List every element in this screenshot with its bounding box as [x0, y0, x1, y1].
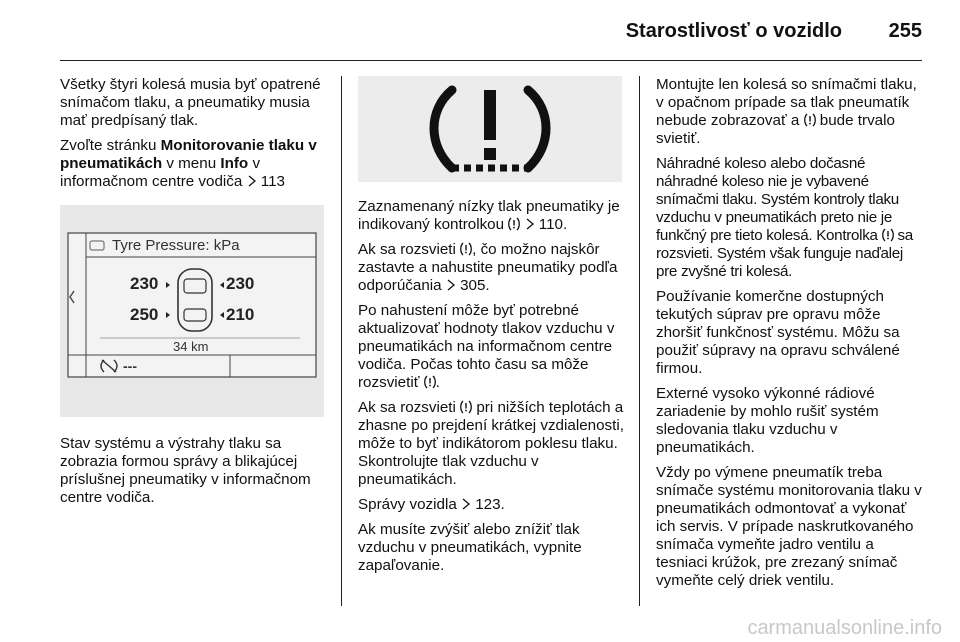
watermark: carmanualsonline.info: [747, 617, 942, 639]
paragraph: Ak sa rozsvieti , čo možno najskôr zastavte a nahustite pneumatiky podľa odporúčania 305.: [358, 241, 618, 294]
paragraph: Ak musíte zvýšiť alebo znížiť tlak vzduchu v pneumatikách, vypnite zapaľovanie.: [358, 521, 582, 574]
column-divider: [341, 76, 342, 606]
rear-left-pressure: 250: [130, 305, 159, 324]
tpms-icon: [460, 400, 472, 414]
tpms-icon: [460, 242, 472, 256]
page-reference-arrow-icon: [247, 175, 257, 187]
page-reference[interactable]: 110.: [538, 216, 568, 233]
page-reference[interactable]: 123.: [475, 496, 505, 513]
tyre-pressure-warning-icon: [358, 76, 622, 182]
paragraph: Vždy po výmene pneumatík treba snímače systému monitorovania tlaku v pneumatikách odmontovať a vykonať ich servis. V prípade naskrutkovaného snímača vymeňte jadro ventilu a tesniaci krúžok, pre zrezaný snímač vymeňte celý driek ventilu.: [656, 464, 922, 589]
display-title: Tyre Pressure: kPa: [112, 237, 240, 254]
rear-right-pressure: 210: [226, 305, 255, 324]
page-reference[interactable]: 113: [260, 173, 286, 190]
status-readout: ---: [123, 358, 137, 374]
paragraph: Náhradné koleso alebo dočasné náhradné koleso nie je vybavené snímačmi tlaku. Systém kontroly tlaku vzduchu v pneumatikách preto nie je funkčný pre tieto kolesá. Kontrolka sa rozsvieti. Systém však funguje naďalej pre zvyšné tri kolesá.: [656, 155, 913, 280]
column-1: [60, 76, 328, 514]
tpms-icon: [804, 113, 816, 127]
paragraph: Montujte len kolesá so snímačmi tlaku, v opačnom prípade sa tlak pneumatík nebude zobrazovať a bude trvalo svietiť.: [656, 76, 917, 147]
page-reference[interactable]: 305.: [460, 277, 490, 294]
tpms-icon: [508, 217, 520, 231]
column-3: [656, 76, 924, 597]
page-reference-arrow-icon: [461, 498, 471, 510]
distance-readout: 34 km: [173, 339, 209, 354]
column-2: [358, 76, 626, 582]
tpms-icon: [882, 228, 894, 242]
page-reference-arrow-icon: [525, 218, 535, 230]
paragraph: Všetky štyri kolesá musia byť opatrené snímačom tlaku, a pneumatiky musia mať predpísaný tlak.: [60, 76, 321, 129]
paragraph: Po nahustení môže byť potrebné aktualizovať hodnoty tlakov vzduchu v pneumatikách na informačnom centre vodiča. Počas tohto času sa môže rozsvietiť .: [358, 302, 615, 391]
tpms-icon: [424, 375, 436, 389]
tpms-off-icon: [100, 358, 118, 374]
header-rule: [60, 60, 922, 61]
paragraph: Stav systému a výstrahy tlaku sa zobrazia formou správy a blikajúcej príslušnej pneumatiky v informačnom centre vodiča.: [60, 435, 311, 506]
section-title: Starostlivosť o vozidlo: [625, 20, 842, 42]
page-reference-arrow-icon: [446, 279, 456, 291]
front-right-pressure: 230: [226, 274, 255, 293]
menu-name: Info: [220, 155, 249, 172]
paragraph: Zaznamenaný nízky tlak pneumatiky je indikovaný kontrolkou 110.: [358, 198, 620, 233]
menu-page-name: Monitorovanie tlaku v pneumatikách: [60, 137, 317, 172]
paragraph: Zvoľte stránku Monitorovanie tlaku v pneumatikách v menu Info v informačnom centre vodiča 113: [60, 137, 317, 190]
paragraph: Externé vysoko výkonné rádiové zariadenie by mohlo rušiť systém sledovania tlaku vzduchu v pneumatikách.: [656, 385, 879, 456]
page-number: 255: [888, 20, 922, 42]
paragraph: Používanie komerčne dostupných tekutých súprav pre opravu môže zhoršiť funkčnosť systému. Môžu sa použiť súpravy na opravu schválené firmou.: [656, 288, 900, 377]
column-divider: [639, 76, 640, 606]
page-header: [0, 0, 960, 60]
tpms-warning-light-image: [358, 76, 622, 182]
paragraph: Správy vozidla 123.: [358, 496, 505, 513]
paragraph: Ak sa rozsvieti pri nižších teplotách a zhasne po prejdení krátkej vzdialenosti, môže to byť indikátorom poklesu tlaku. Skontrolujte tlak vzduchu v pneumatikách.: [358, 399, 624, 488]
front-left-pressure: 230: [130, 274, 159, 293]
tyre-pressure-display-image: [60, 205, 324, 417]
